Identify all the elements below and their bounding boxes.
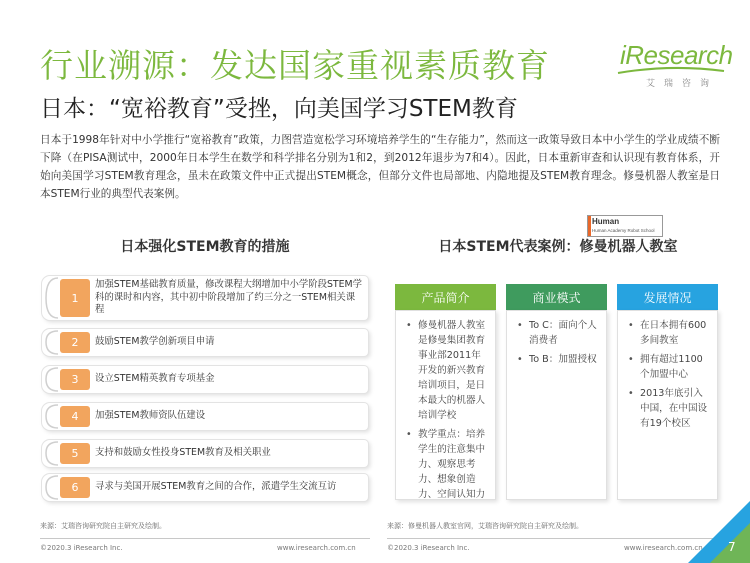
page-number: 7 (728, 540, 736, 554)
corner-decoration (688, 501, 750, 563)
list-item: • 修曼机器人教室是修曼集团教育事业部2011年开发的新兴教育培训项目，是日本最大的机器人培训学校 (406, 318, 489, 423)
measure-text: 寻求与美国开展STEM教育之间的合作，派遣学生交流互访 (95, 481, 337, 493)
measure-number: 2 (60, 332, 90, 353)
page-subtitle: 日本：“宽裕教育”受挫，向美国学习STEM教育 (40, 96, 518, 122)
iresearch-logo (616, 40, 733, 89)
measure-number: 1 (60, 279, 90, 317)
logo-text: Human (592, 217, 620, 226)
measure-text: 加强STEM教师资队伍建设 (95, 410, 206, 422)
column-body (617, 310, 718, 500)
column-body (506, 310, 607, 500)
list-item: • To C：面向个人消费者 (517, 318, 600, 348)
column-body (395, 310, 496, 500)
logo-wordmark: iResearch (620, 40, 733, 70)
measures-heading: 日本强化STEM教育的措施 (120, 239, 290, 255)
source-note-left: 来源：艾瑞咨询研究院自主研究及绘制。 (40, 522, 166, 530)
list-item: • 在日本拥有600多间教室 (628, 318, 711, 348)
measure-number: 5 (60, 443, 90, 464)
bracket-icon (42, 366, 60, 393)
footer-divider (387, 538, 717, 539)
measure-item (42, 366, 368, 393)
column-header: 商业模式 (506, 284, 607, 310)
measures-list (42, 276, 368, 504)
measure-number: 4 (60, 406, 90, 427)
bracket-icon (42, 403, 60, 430)
measure-item (42, 329, 368, 356)
bracket-icon (42, 474, 60, 501)
measure-item (42, 276, 368, 320)
measure-item (42, 474, 368, 501)
footer-website: www.iresearch.com.cn (624, 544, 703, 552)
list-item: • To B：加盟授权 (517, 352, 600, 367)
footer-divider (40, 538, 370, 539)
page-title: 行业溯源：发达国家重视素质教育 (40, 46, 550, 85)
column-header: 产品简介 (395, 284, 496, 310)
list-item: • 2013年底引入中国，在中国设有19个校区 (628, 386, 711, 431)
logo-subtitle: 艾瑞咨询 (646, 79, 719, 89)
footer-copyright: ©2020.3 iResearch Inc. (40, 544, 123, 552)
measure-number: 6 (60, 477, 90, 498)
logo-caption: Human Academy Robot School (592, 228, 655, 233)
logo-swoosh-icon (616, 66, 726, 76)
business-model-column (506, 284, 607, 500)
case-heading: 日本STEM代表案例：修曼机器人教室 (438, 239, 678, 255)
footer-copyright: ©2020.3 iResearch Inc. (387, 544, 470, 552)
list-item: • 拥有超过1100个加盟中心 (628, 352, 711, 382)
intro-paragraph: 日本于1998年针对中小学推行“宽裕教育”政策，力图营造宽松学习环境培养学生的“生存能力”，然而这一政策导致日本中小学生的学业成绩不断下降（在PISA测试中，2000年日本学生在数学和科学排名分别为1和2，到2012年退步为7和4）。因此，日本重新审查和认识现有教育体系，开始向美国学习STEM教育理念，虽未在政策文件中正式提出STEM概念，但部分文件也局部地、内隐地提及STEM教育理念。修曼机器人教室是日本STEM行业的典型代表案例。 (40, 134, 720, 200)
measure-text: 设立STEM精英教育专项基金 (95, 373, 215, 385)
product-column (395, 284, 496, 500)
source-note-right: 来源：修曼机器人教室官网，艾瑞咨询研究院自主研究及绘制。 (387, 522, 583, 530)
logo-bar (588, 216, 591, 236)
development-column (617, 284, 718, 500)
measure-text: 支持和鼓励女性投身STEM教育及相关职业 (95, 447, 271, 459)
footer-website: www.iresearch.com.cn (277, 544, 356, 552)
measure-text: 鼓励STEM教学创新项目申请 (95, 336, 215, 348)
bracket-icon (42, 440, 60, 467)
bracket-icon (42, 276, 60, 320)
measure-item (42, 440, 368, 467)
case-columns (395, 284, 718, 500)
bracket-icon (42, 329, 60, 356)
list-item: • 教学重点：培养学生的注意集中力、观察思考力、想象创造力、空间认知力 (406, 427, 489, 502)
human-academy-logo (587, 215, 663, 237)
measure-text: 加强STEM基础教育质量，修改课程大纲增加中小学阶段STEM学科的课时和内容，其中初中阶段增加了约三分之一STEM相关课程 (95, 279, 363, 316)
measure-number: 3 (60, 369, 90, 390)
column-header: 发展情况 (617, 284, 718, 310)
measure-item (42, 403, 368, 430)
